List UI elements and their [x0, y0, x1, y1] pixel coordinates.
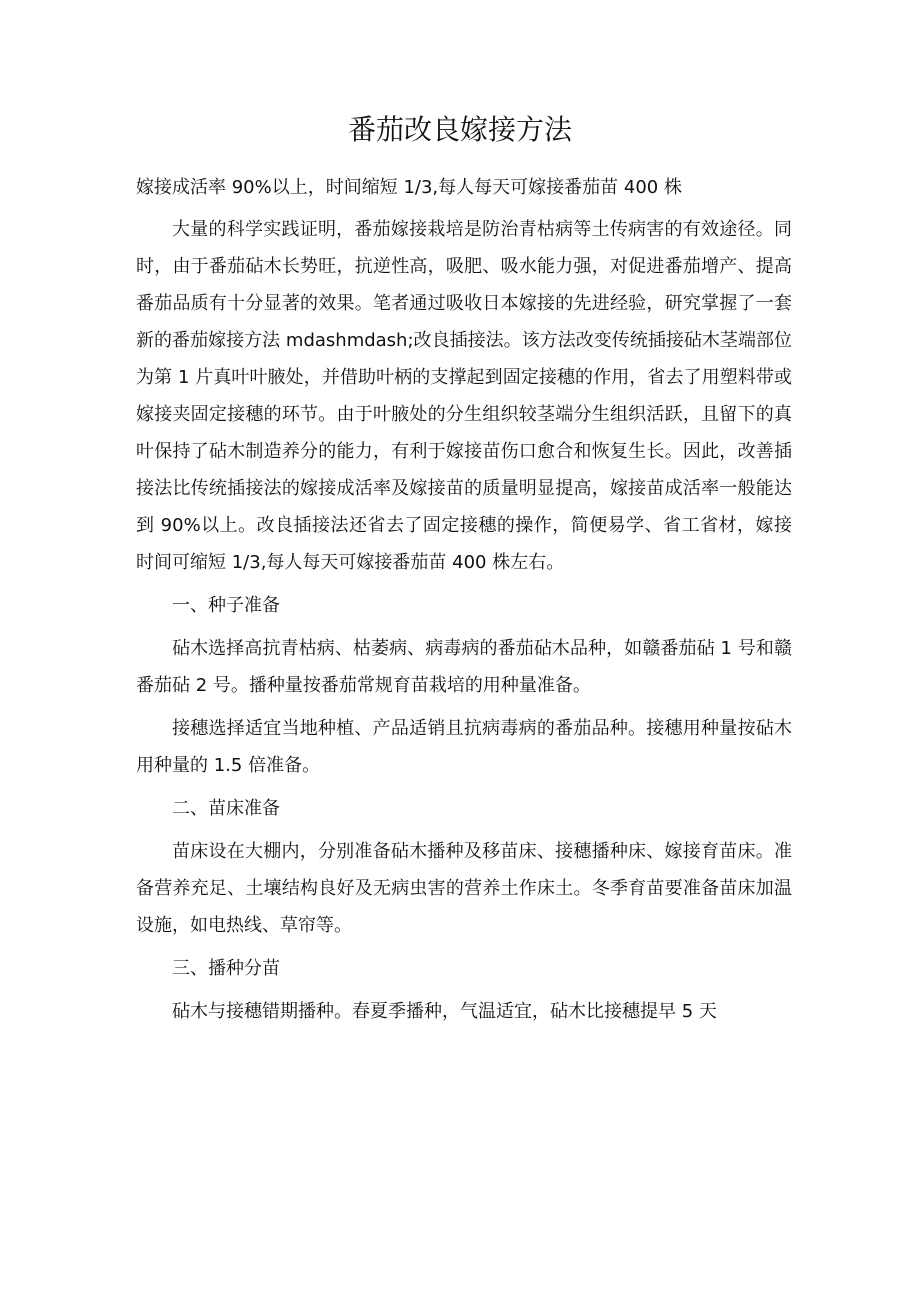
- paragraph-scion: 接穗选择适宜当地种植、产品适销且抗病毒病的番茄品种。接穗用种量按砧木用种量的 1.5 倍准备。: [136, 718, 792, 776]
- paragraph-seedbed: 苗床设在大棚内，分别准备砧木播种及移苗床、接穗播种床、嫁接育苗床。准备营养充足、土壤结构良好及无病虫害的营养土作床土。冬季育苗要准备苗床加温设施，如电热线、草帘等。: [136, 841, 792, 936]
- section-heading-seeds: 一、种子准备: [172, 595, 280, 616]
- paragraph-intro: 大量的科学实践证明，番茄嫁接栽培是防治青枯病等土传病害的有效途径。同时，由于番茄砧木长势旺，抗逆性高，吸肥、吸水能力强，对促进番茄增产、提高番茄品质有十分显著的效果。笔者通过吸收日本嫁接的先进经验，研究掌握了一套新的番茄嫁接方法 mdashmdash;改良插接法。该方法改变传统插接砧木茎端部位为第 1 片真叶叶腋处，并借助叶柄的支撑起到固定接穗的作用，省去了用塑料带或嫁接夹固定接穗的环节。由于叶腋处的分生组织较茎端分生组织活跃，且留下的真叶保持了砧木制造养分的能力，有利于嫁接苗伤口愈合和恢复生长。因此，改善插接法比传统插接法的嫁接成活率及嫁接苗的质量明显提高，嫁接苗成活率一般能达到 90%以上。改良插接法还省去了固定接穗的操作，简便易学、省工省材，嫁接时间可缩短 1/3,每人每天可嫁接番茄苗 400 株左右。: [136, 219, 792, 573]
- document-body: [136, 211, 792, 1030]
- paragraph-sowing: 砧木与接穗错期播种。春夏季播种，气温适宜，砧木比接穗提早 5 天: [172, 1001, 717, 1022]
- document-title: 番茄改良嫁接方法: [347, 113, 572, 146]
- paragraph-rootstock: 砧木选择高抗青枯病、枯萎病、病毒病的番茄砧木品种，如赣番茄砧 1 号和赣番茄砧 2 号。播种量按番茄常规育苗栽培的用种量准备。: [136, 638, 792, 696]
- document-subtitle: 嫁接成活率 90%以上，时间缩短 1/3,每人每天可嫁接番茄苗 400 株: [136, 177, 682, 198]
- section-heading-sowing: 三、播种分苗: [172, 958, 280, 979]
- section-heading-seedbed: 二、苗床准备: [172, 798, 280, 819]
